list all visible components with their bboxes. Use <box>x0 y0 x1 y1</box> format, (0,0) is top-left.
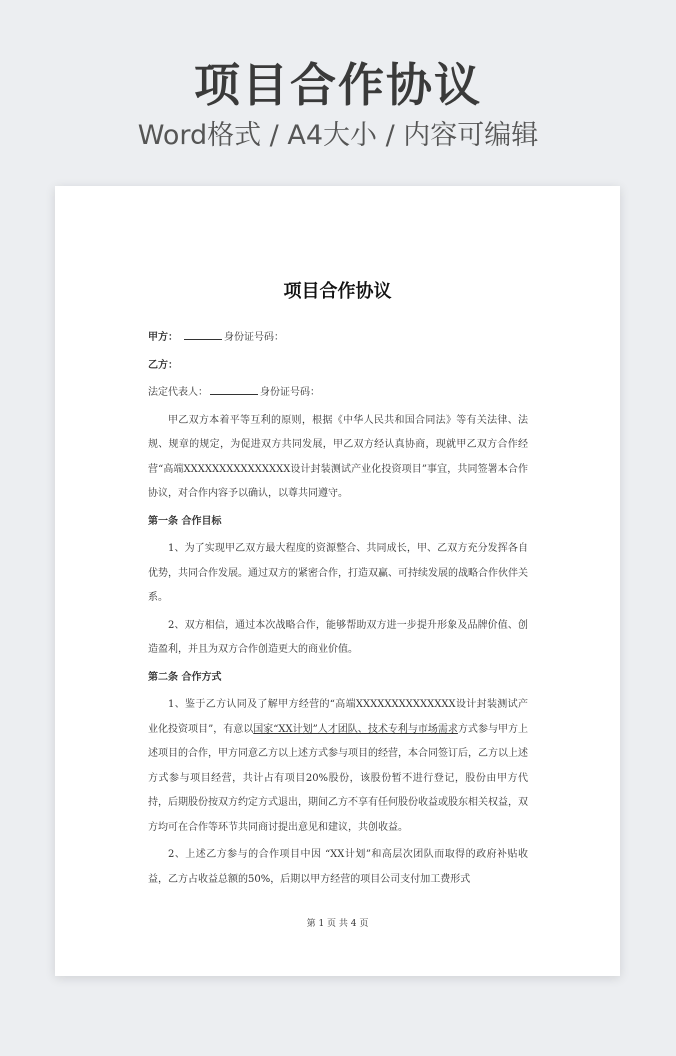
article2-paragraph-1 <box>148 693 528 840</box>
document-body <box>148 326 528 895</box>
legal-rep-label: 法定代表人： <box>148 387 208 398</box>
document-page <box>55 186 620 976</box>
party-b-line <box>148 354 528 379</box>
party-a-id-label: 身份证号码： <box>224 332 284 343</box>
article1-heading: 第一条 合作目标 <box>148 515 222 527</box>
article2-p1-part-a: 1、鉴于乙方认同及了解甲方经营的“高端XXXXXXXXXXXXXX设计封装测试产业化投资项目”，有意以 <box>148 699 528 735</box>
page-footer: 第 1 页 共 4 页 <box>306 919 369 929</box>
legal-rep-id-label: 身份证号码： <box>260 387 320 398</box>
article2-paragraph-2: 2、上述乙方参与的合作项目中因 “XX计划”和高层次团队而取得的政府补贴收益，乙方占收益总额的50%，后期以甲方经营的项目公司支付加工费形式 <box>148 849 528 885</box>
banner-subtitle: Word格式 / A4大小 / 内容可编辑 <box>137 120 539 151</box>
party-a-label: 甲方： <box>148 332 178 343</box>
legal-rep-line <box>148 381 528 406</box>
banner-title: 项目合作协议 <box>194 58 482 112</box>
article1-paragraph-2: 2、双方相信，通过本次战略合作，能够帮助双方进一步提升形象及品牌价值、创造盈利，并且为双方合作创造更大的商业价值。 <box>148 619 528 655</box>
party-a-line <box>148 326 528 351</box>
legal-rep-blank <box>210 383 258 395</box>
party-a-blank <box>184 328 222 340</box>
intro-paragraph: 甲乙双方本着平等互利的原则，根据《中华人民共和国合同法》等有关法律、法规、规章的规定，为促进双方共同发展，甲乙双方经认真协商，现就甲乙双方合作经营“高端XXXXXXXXXXXXXXX设计封装测试产业化投资项目”事宜，共同签署本合作协议，对合作内容予以确认，以尊共同遵守。 <box>148 414 528 499</box>
article2-p1-underlined: 国家“XX计划”人才团队、技术专利与市场需求 <box>253 723 458 735</box>
party-b-label: 乙方： <box>148 359 178 371</box>
article2-heading: 第二条 合作方式 <box>148 671 222 683</box>
document-title: 项目合作协议 <box>283 281 392 302</box>
article1-paragraph-1: 1、为了实现甲乙双方最大程度的资源整合、共同成长，甲、乙双方充分发挥各自优势，共同合作发展。通过双方的紧密合作，打造双赢、可持续发展的战略合作伙伴关系。 <box>148 543 528 603</box>
article2-p1-part-b: 方式参与甲方上述项目的合作，甲方同意乙方以上述方式参与项目的经营，本合同签订后，乙方以上述方式参与项目经营，共计占有项目20%股份，该股份暂不进行登记，股份由甲方代持，后期股份按双方约定方式退出，期间乙方不享有任何股份收益或股东相关权益，双方均可在合作等环节共同商讨提出意见和建议，共创收益。 <box>148 723 528 833</box>
